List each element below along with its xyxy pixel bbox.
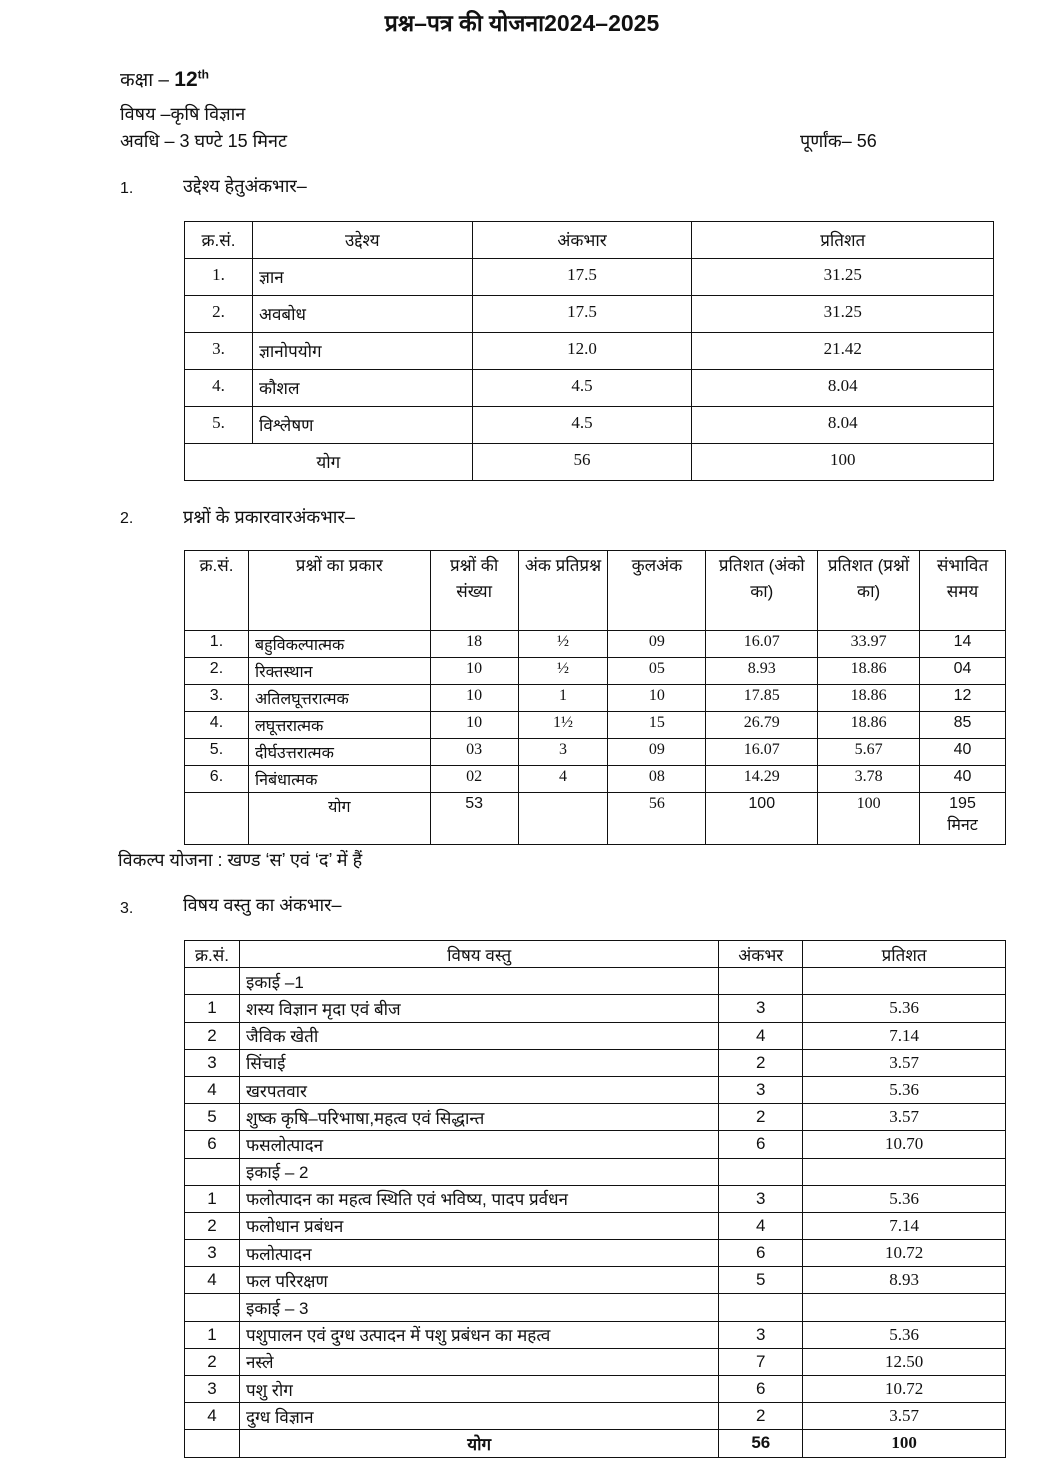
cell-objective: कौशल: [252, 370, 472, 407]
section-1-title: उद्देश्य हेतुअंकभार–: [183, 176, 307, 196]
table-row: [185, 995, 1006, 1022]
column-header-content: विषय वस्तु: [239, 941, 718, 968]
cell-sn: 1: [185, 995, 240, 1022]
table-row: [185, 333, 994, 370]
cell-content: सिंचाई: [239, 1049, 718, 1076]
cell-percent: 31.25: [692, 296, 994, 333]
table-total-row: [185, 793, 1006, 845]
cell-marks-per-question: ½: [518, 631, 608, 658]
cell-sn: 3.: [185, 685, 249, 712]
column-header-percent-marks: प्रतिशत (अंको का): [706, 551, 818, 631]
cell-sn: 1: [185, 1185, 240, 1212]
table-row: [185, 1348, 1006, 1375]
question-type-weightage-table: [184, 550, 1006, 845]
cell-marks-per-question: 3: [518, 739, 608, 766]
cell-marks: 6: [719, 1376, 803, 1403]
cell-marks: 2: [719, 1104, 803, 1131]
cell-percent-marks: 16.07: [706, 631, 818, 658]
unit-heading: इकाई – 3: [239, 1294, 718, 1321]
cell-percent-marks: 8.93: [706, 658, 818, 685]
cell-marks: 3: [719, 1321, 803, 1348]
cell-percent: 12.50: [803, 1348, 1006, 1375]
cell-content: फलोत्पादन का महत्व स्थिति एवं भविष्य, पादप प्रर्वधन: [239, 1185, 718, 1212]
table-row: [185, 739, 1006, 766]
class-info: [120, 66, 209, 92]
cell-content: फल परिरक्षण: [239, 1267, 718, 1294]
table-row: [185, 259, 994, 296]
class-value: 12: [174, 68, 198, 91]
table-total-row: [185, 1430, 1006, 1457]
cell-marks: [719, 1158, 803, 1185]
cell-sn: 2: [185, 1348, 240, 1375]
cell-percent: 31.25: [692, 259, 994, 296]
cell-objective: ज्ञान: [252, 259, 472, 296]
total-marks-cell: 56: [608, 793, 706, 845]
cell-marks: 2: [719, 1049, 803, 1076]
cell-sn: 5.: [185, 407, 253, 444]
table-row: [185, 658, 1006, 685]
class-suffix: th: [197, 67, 209, 82]
cell-marks: 2: [719, 1403, 803, 1430]
cell-marks: 4.5: [472, 370, 692, 407]
cell-marks: 17.5: [472, 259, 692, 296]
table-header-row: [185, 551, 1006, 631]
cell-percent-marks: 14.29: [706, 766, 818, 793]
cell-marks: 4: [719, 1022, 803, 1049]
cell-content: पशु रोग: [239, 1376, 718, 1403]
cell-percent: 8.04: [692, 407, 994, 444]
table-row: [185, 1076, 1006, 1103]
cell-marks: 12.0: [472, 333, 692, 370]
total-sn-cell: [185, 793, 249, 845]
cell-sn: 5.: [185, 739, 249, 766]
cell-sn: 6: [185, 1131, 240, 1158]
cell-sn: 2: [185, 1022, 240, 1049]
section-2-title: प्रश्नों के प्रकारवारअंकभार–: [183, 507, 355, 527]
cell-question-type: दीर्घउत्तरात्मक: [248, 739, 430, 766]
cell-marks: 7: [719, 1348, 803, 1375]
cell-marks-per-question: 1: [518, 685, 608, 712]
cell-percent-marks: 26.79: [706, 712, 818, 739]
cell-percent: 3.57: [803, 1403, 1006, 1430]
cell-total-marks: 08: [608, 766, 706, 793]
table-total-row: [185, 444, 994, 481]
cell-sn: 2.: [185, 296, 253, 333]
cell-time: 12: [920, 685, 1006, 712]
cell-percent: 5.36: [803, 1321, 1006, 1348]
cell-objective: ज्ञानोपयोग: [252, 333, 472, 370]
cell-marks-per-question: ½: [518, 658, 608, 685]
total-pct-marks-cell: 100: [706, 793, 818, 845]
cell-sn: [185, 1294, 240, 1321]
cell-percent-questions: 18.86: [818, 658, 920, 685]
total-percent-cell: 100: [803, 1430, 1006, 1457]
table-row: [185, 1022, 1006, 1049]
cell-total-marks: 09: [608, 739, 706, 766]
cell-percent-questions: 18.86: [818, 712, 920, 739]
cell-percent: 7.14: [803, 1022, 1006, 1049]
table-row: [185, 631, 1006, 658]
cell-total-marks: 10: [608, 685, 706, 712]
total-marks-cell: 56: [472, 444, 692, 481]
cell-content: दुग्ध विज्ञान: [239, 1403, 718, 1430]
cell-marks: 6: [719, 1240, 803, 1267]
cell-marks-per-question: 1½: [518, 712, 608, 739]
cell-content: फसलोत्पादन: [239, 1131, 718, 1158]
cell-objective: विश्लेषण: [252, 407, 472, 444]
cell-question-type: अतिलघूत्तरात्मक: [248, 685, 430, 712]
cell-percent: 10.72: [803, 1376, 1006, 1403]
table-row: [185, 1240, 1006, 1267]
table-row: [185, 407, 994, 444]
section-1-number: 1.: [120, 180, 134, 197]
table-row: [185, 766, 1006, 793]
cell-sn: 1: [185, 1321, 240, 1348]
total-sn-cell: [185, 1430, 240, 1457]
cell-sn: 4.: [185, 370, 253, 407]
cell-sn: 2: [185, 1212, 240, 1239]
cell-percent: 10.70: [803, 1131, 1006, 1158]
total-pct-questions-cell: 100: [818, 793, 920, 845]
cell-percent: 3.57: [803, 1104, 1006, 1131]
cell-content: जैविक खेती: [239, 1022, 718, 1049]
cell-total-marks: 05: [608, 658, 706, 685]
cell-sn: [185, 1158, 240, 1185]
cell-percent: 8.93: [803, 1267, 1006, 1294]
column-header-sn: क्र.सं.: [185, 222, 253, 259]
section-3-title: विषय वस्तु का अंकभार–: [183, 895, 342, 915]
table-header-row: [185, 941, 1006, 968]
table-row: [185, 968, 1006, 995]
cell-sn: 4.: [185, 712, 249, 739]
cell-sn: [185, 968, 240, 995]
cell-count: 10: [430, 658, 518, 685]
total-time-cell: [920, 793, 1006, 845]
table-row: [185, 1267, 1006, 1294]
cell-content: फलोधान प्रबंधन: [239, 1212, 718, 1239]
cell-percent: 5.36: [803, 995, 1006, 1022]
cell-question-type: निबंधात्मक: [248, 766, 430, 793]
cell-percent: 7.14: [803, 1212, 1006, 1239]
table-row: [185, 296, 994, 333]
cell-time: 40: [920, 766, 1006, 793]
total-percent-cell: 100: [692, 444, 994, 481]
cell-time: 14: [920, 631, 1006, 658]
duration-info: अवधि – 3 घण्टे 15 मिनट: [120, 131, 288, 151]
cell-percent: 8.04: [692, 370, 994, 407]
table-row: [185, 1104, 1006, 1131]
section-3-number: 3.: [120, 900, 134, 917]
column-header-percent: प्रतिशत: [692, 222, 994, 259]
cell-sn: 6.: [185, 766, 249, 793]
cell-percent: 21.42: [692, 333, 994, 370]
cell-count: 10: [430, 685, 518, 712]
cell-time: 85: [920, 712, 1006, 739]
cell-percent: [803, 1294, 1006, 1321]
total-per-cell: [518, 793, 608, 845]
column-header-percent: प्रतिशत: [803, 941, 1006, 968]
cell-marks: [719, 968, 803, 995]
cell-content: शस्य विज्ञान मृदा एवं बीज: [239, 995, 718, 1022]
cell-sn: 4: [185, 1403, 240, 1430]
cell-percent-questions: 5.67: [818, 739, 920, 766]
cell-marks-per-question: 4: [518, 766, 608, 793]
total-label: योग: [239, 1430, 718, 1457]
cell-objective: अवबोध: [252, 296, 472, 333]
cell-sn: 5: [185, 1104, 240, 1131]
cell-count: 02: [430, 766, 518, 793]
cell-marks: 5: [719, 1267, 803, 1294]
cell-content: फलोत्पादन: [239, 1240, 718, 1267]
cell-marks: 4: [719, 1212, 803, 1239]
cell-total-marks: 15: [608, 712, 706, 739]
total-marks: पूर्णांक– 56: [800, 131, 877, 151]
cell-content: पशुपालन एवं दुग्ध उत्पादन में पशु प्रबंधन का महत्व: [239, 1321, 718, 1348]
column-header-sn: क्र.सं.: [185, 551, 249, 631]
total-time-value: 195: [949, 795, 976, 812]
unit-heading: इकाई – 2: [239, 1158, 718, 1185]
cell-content: नस्ले: [239, 1348, 718, 1375]
cell-marks: 3: [719, 1185, 803, 1212]
cell-percent: 5.36: [803, 1185, 1006, 1212]
cell-percent: 5.36: [803, 1076, 1006, 1103]
column-header-per-question: अंक प्रतिप्रश्न: [518, 551, 608, 631]
objective-weightage-table: [184, 221, 994, 481]
total-label: योग: [185, 444, 473, 481]
column-header-type: प्रश्नों का प्रकार: [248, 551, 430, 631]
cell-marks: 6: [719, 1131, 803, 1158]
cell-percent: [803, 1158, 1006, 1185]
table-row: [185, 685, 1006, 712]
cell-sn: 3.: [185, 333, 253, 370]
cell-question-type: रिक्तस्थान: [248, 658, 430, 685]
cell-count: 10: [430, 712, 518, 739]
cell-sn: 2.: [185, 658, 249, 685]
subject-info: विषय –कृषि विज्ञान: [120, 104, 246, 124]
cell-total-marks: 09: [608, 631, 706, 658]
cell-percent-marks: 16.07: [706, 739, 818, 766]
table-row: [185, 370, 994, 407]
column-header-marks: अंकभर: [719, 941, 803, 968]
cell-question-type: बहुविकल्पात्मक: [248, 631, 430, 658]
option-note: विकल्प योजना : खण्ड ‘स’ एवं ‘द’ में हैं: [118, 850, 363, 870]
table-row: [185, 1158, 1006, 1185]
cell-percent-questions: 33.97: [818, 631, 920, 658]
cell-count: 18: [430, 631, 518, 658]
table-row: [185, 712, 1006, 739]
cell-sn: 1.: [185, 259, 253, 296]
content-weightage-table: [184, 940, 1006, 1458]
cell-sn: 3: [185, 1049, 240, 1076]
cell-percent: 3.57: [803, 1049, 1006, 1076]
cell-content: खरपतवार: [239, 1076, 718, 1103]
cell-time: 40: [920, 739, 1006, 766]
table-header-row: [185, 222, 994, 259]
cell-percent: [803, 968, 1006, 995]
table-row: [185, 1185, 1006, 1212]
cell-marks: 4.5: [472, 407, 692, 444]
table-row: [185, 1049, 1006, 1076]
cell-count: 03: [430, 739, 518, 766]
section-2-number: 2.: [120, 510, 134, 527]
cell-sn: 3: [185, 1240, 240, 1267]
cell-time: 04: [920, 658, 1006, 685]
cell-marks: 17.5: [472, 296, 692, 333]
cell-question-type: लघूत्तरात्मक: [248, 712, 430, 739]
total-count-cell: 53: [430, 793, 518, 845]
table-row: [185, 1131, 1006, 1158]
column-header-time: संभावित समय: [920, 551, 1006, 631]
cell-marks: 3: [719, 995, 803, 1022]
total-label: योग: [248, 793, 430, 845]
table-row: [185, 1212, 1006, 1239]
cell-marks: [719, 1294, 803, 1321]
page-title: प्रश्न–पत्र की योजना2024–2025: [384, 10, 660, 36]
class-label: कक्षा –: [120, 70, 169, 91]
column-header-count: प्रश्नों की संख्या: [430, 551, 518, 631]
cell-marks: 3: [719, 1076, 803, 1103]
cell-percent-questions: 18.86: [818, 685, 920, 712]
cell-sn: 4: [185, 1076, 240, 1103]
column-header-marks: अंकभार: [472, 222, 692, 259]
table-row: [185, 1403, 1006, 1430]
cell-percent-questions: 3.78: [818, 766, 920, 793]
column-header-total: कुलअंक: [608, 551, 706, 631]
table-row: [185, 1294, 1006, 1321]
unit-heading: इकाई –1: [239, 968, 718, 995]
cell-sn: 3: [185, 1376, 240, 1403]
column-header-sn: क्र.सं.: [185, 941, 240, 968]
total-time-unit: मिनट: [947, 817, 978, 834]
total-marks-cell: 56: [719, 1430, 803, 1457]
cell-sn: 1.: [185, 631, 249, 658]
column-header-objective: उद्देश्य: [252, 222, 472, 259]
cell-sn: 4: [185, 1267, 240, 1294]
column-header-percent-questions: प्रतिशत (प्रश्नों का): [818, 551, 920, 631]
cell-percent: 10.72: [803, 1240, 1006, 1267]
table-row: [185, 1376, 1006, 1403]
cell-content: शुष्क कृषि–परिभाषा,महत्व एवं सिद्धान्त: [239, 1104, 718, 1131]
cell-percent-marks: 17.85: [706, 685, 818, 712]
table-row: [185, 1321, 1006, 1348]
